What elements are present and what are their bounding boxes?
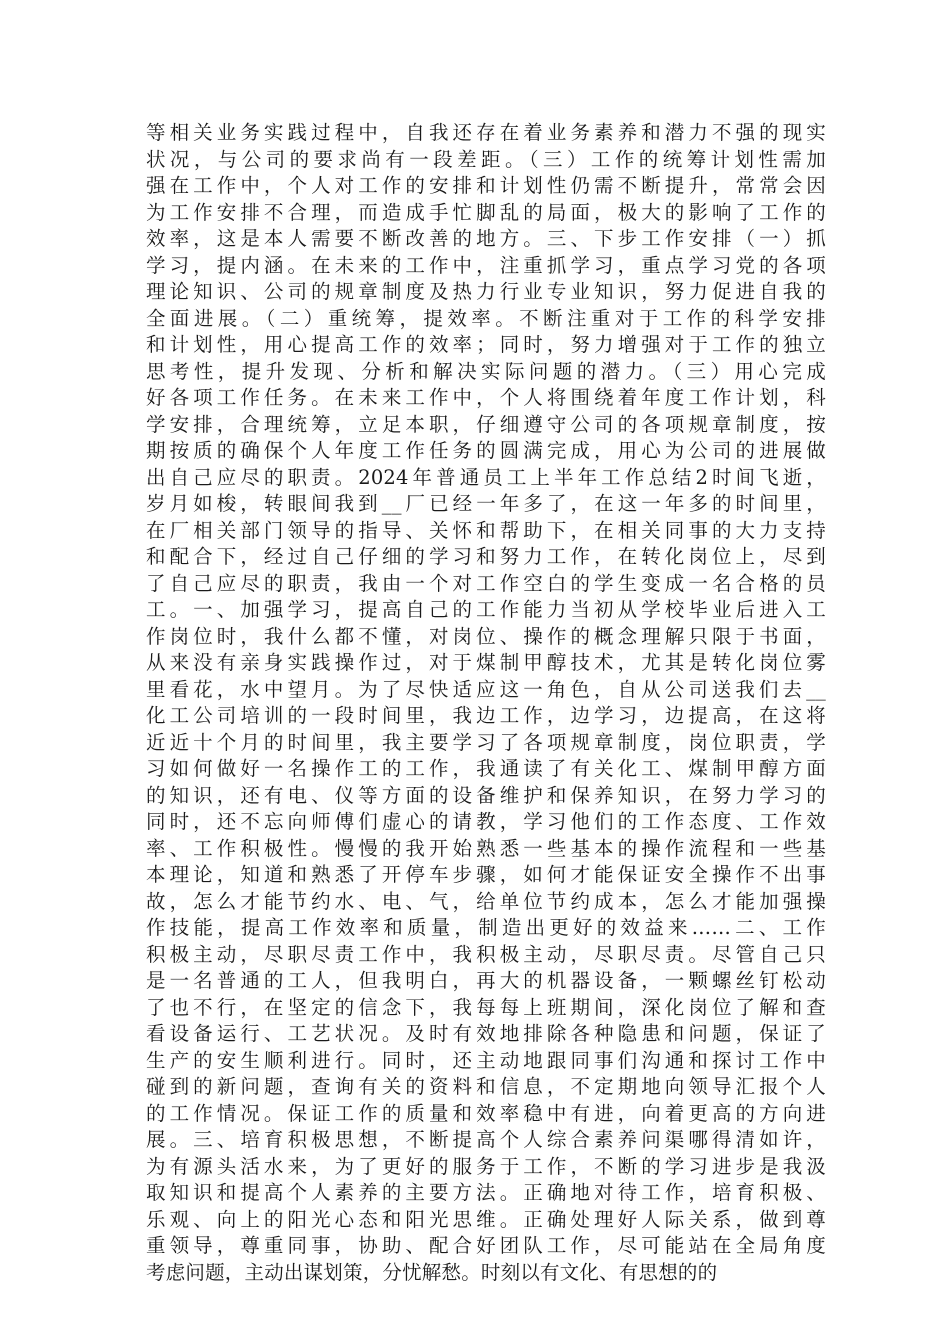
text-line: 从来没有亲身实践操作过，对于煤制甲醇技术，尤其是转化岗位雾 bbox=[146, 651, 826, 674]
text-line: 同时，还不忘向师傅们虚心的请教，学习他们的工作态度、工作效 bbox=[146, 810, 826, 833]
text-line: 重领导，尊重同事，协助、配合好团队工作，尽可能站在全局角度 bbox=[146, 1234, 826, 1257]
text-line: 等相关业务实践过程中，自我还存在着业务素养和潜力不强的现实 bbox=[146, 121, 826, 144]
text-line: 为工作安排不合理，而造成手忙脚乱的局面，极大的影响了工作的 bbox=[146, 200, 826, 224]
text-line: 化工公司培训的一段时间里，我边工作，边学习，边提高，在这将 bbox=[146, 704, 826, 727]
text-line: 好各项工作任务。在未来工作中，个人将围绕着年度工作计划，科 bbox=[146, 386, 826, 409]
text-line: 是一名普通的工人，但我明白，再大的机器设备，一颗螺丝钉松动 bbox=[146, 969, 826, 992]
text-line: 的知识，还有电、仪等方面的设备维护和保养知识，在努力学习的 bbox=[146, 783, 826, 807]
text-line: 强在工作中，个人对工作的安排和计划性仍需不断提升，常常会因 bbox=[146, 174, 826, 197]
text-line: 取知识和提高个人素养的主要方法。正确地对待工作，培育积极、 bbox=[146, 1181, 826, 1204]
document-body bbox=[146, 120, 826, 1286]
text-line: 和配合下，经过自己仔细的学习和努力工作，在转化岗位上，尽到 bbox=[146, 545, 826, 568]
text-line: 学习，提内涵。在未来的工作中，注重抓学习，重点学习党的各项 bbox=[146, 253, 826, 277]
text-line: 积极主动，尽职尽责工作中，我积极主动，尽职尽责。尽管自己只 bbox=[146, 942, 826, 966]
text-line: 期按质的确保个人年度工作任务的圆满完成，用心为公司的进展做 bbox=[146, 439, 826, 462]
text-line: 本理论，知道和熟悉了开停车步骤，如何才能保证安全操作不出事 bbox=[146, 863, 826, 886]
text-line: 思考性，提升发现、分析和解决实际问题的潜力。（三）用心完成 bbox=[146, 359, 826, 383]
text-line: 作技能，提高工作效率和质量，制造出更好的效益来……二、工作 bbox=[146, 916, 826, 939]
text-line: 为有源头活水来，为了更好的服务于工作，不断的学习进步是我汲 bbox=[146, 1154, 826, 1178]
text-line: 展。三、培育积极思想，不断提高个人综合素养问渠哪得清如许， bbox=[146, 1128, 826, 1151]
text-line: 了自己应尽的职责，我由一个对工作空白的学生变成一名合格的员 bbox=[146, 571, 826, 595]
text-line: 里看花，水中望月。为了尽快适应这一角色，自从公司送我们去__ bbox=[146, 677, 826, 701]
text-line: 率、工作积极性。慢慢的我开始熟悉一些基本的操作流程和一些基 bbox=[146, 836, 826, 860]
text-line: 和计划性，用心提高工作的效率；同时，努力增强对于工作的独立 bbox=[146, 333, 826, 356]
text-line: 乐观、向上的阳光心态和阳光思维。正确处理好人际关系，做到尊 bbox=[146, 1207, 826, 1231]
text-line: 看设备运行、工艺状况。及时有效地排除各种隐患和问题，保证了 bbox=[146, 1022, 826, 1045]
text-line: 的工作情况。保证工作的质量和效率稳中有进，向着更高的方向进 bbox=[146, 1101, 826, 1125]
text-line: 学安排，合理统筹，立足本职，仔细遵守公司的各项规章制度，按 bbox=[146, 412, 826, 436]
text-line: 在厂相关部门领导的指导、关怀和帮助下，在相关同事的大力支持 bbox=[146, 518, 826, 542]
text-line: 故，怎么才能节约水、电、气，给单位节约成本，怎么才能加强操 bbox=[146, 889, 826, 913]
text-line: 效率，这是本人需要不断改善的地方。三、下步工作安排（一）抓 bbox=[146, 227, 826, 250]
text-line: 作岗位时，我什么都不懂，对岗位、操作的概念理解只限于书面， bbox=[146, 624, 826, 648]
text-line: 了也不行，在坚定的信念下，我每每上班期间，深化岗位了解和查 bbox=[146, 995, 826, 1019]
text-line: 考虑问题，主动出谋划策，分忧解愁。时刻以有文化、有思想的的 bbox=[146, 1260, 718, 1284]
text-line: 碰到的新问题，查询有关的资料和信息，不定期地向领导汇报个人 bbox=[146, 1075, 826, 1098]
text-line: 岁月如梭，转眼间我到__厂已经一年多了，在这一年多的时间里， bbox=[146, 492, 826, 515]
text-line: 生产的安生顺利进行。同时，还主动地跟同事们沟通和探讨工作中 bbox=[146, 1048, 826, 1072]
text-line: 状况，与公司的要求尚有一段差距。（三）工作的统筹计划性需加 bbox=[146, 147, 826, 171]
text-line: 工。一、加强学习，提高自己的工作能力当初从学校毕业后进入工 bbox=[146, 598, 826, 621]
text-line: 理论知识、公司的规章制度及热力行业专业知识，努力促进自我的 bbox=[146, 280, 826, 303]
text-line: 习如何做好一名操作工的工作，我通读了有关化工、煤制甲醇方面 bbox=[146, 757, 826, 780]
text-line: 出自己应尽的职责。2024年普通员工上半年工作总结2时间飞逝， bbox=[146, 465, 826, 489]
text-line: 近近十个月的时间里，我主要学习了各项规章制度，岗位职责，学 bbox=[146, 730, 826, 754]
text-line: 全面进展。（二）重统筹，提效率。不断注重对于工作的科学安排 bbox=[146, 306, 826, 330]
